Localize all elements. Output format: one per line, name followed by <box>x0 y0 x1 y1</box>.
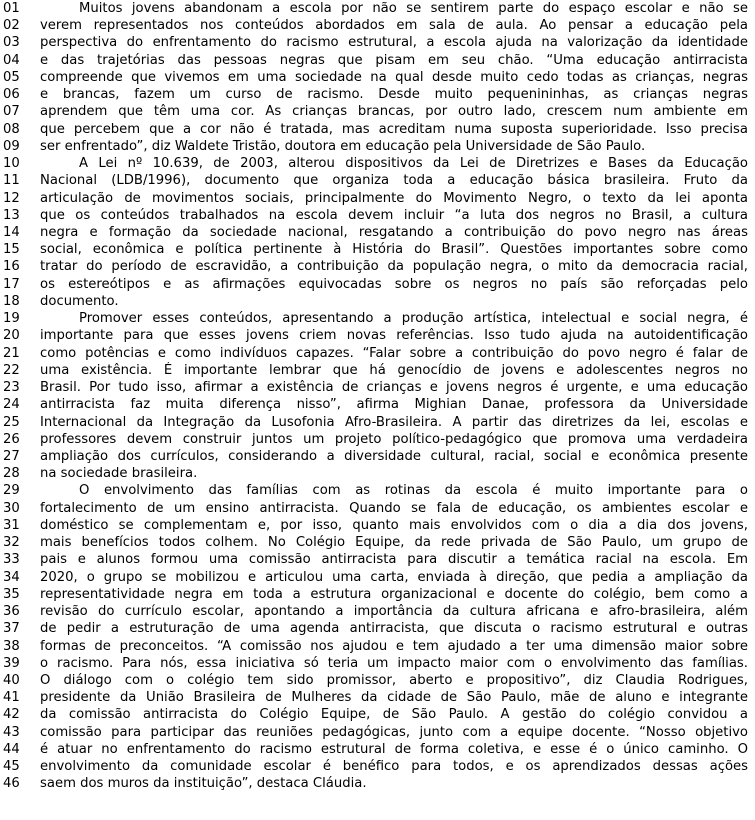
text-line <box>0 327 755 344</box>
line-text: O diálogo com o colégio tem sido promissor, aberto e propositivo”, diz Claudia Rodrigues, <box>40 672 748 688</box>
line-number: 26 <box>3 431 20 447</box>
line-text: na sociedade brasileira. <box>40 466 198 482</box>
line-text: revisão do currículo escolar, apontando a importância da cultura africana e afro-brasileira, além <box>40 604 748 620</box>
line-number: 35 <box>3 586 20 602</box>
line-text: articulação de movimentos sociais, principalmente do Movimento Negro, o texto da lei aponta <box>40 190 748 206</box>
line-text: perspectiva do enfrentamento do racismo estrutural, a escola ajuda na valorização da identidade <box>40 35 748 51</box>
line-number: 13 <box>3 207 20 223</box>
line-number: 24 <box>3 397 20 413</box>
line-number: 18 <box>3 293 20 309</box>
line-number: 28 <box>3 466 20 482</box>
line-text: doméstico se complementam e, por isso, quanto mais envolvidos com o dia a dia dos jovens, <box>40 517 748 533</box>
line-text: de pedir a estruturação de uma agenda antirracista, que discuta o racismo estrutural e outras <box>40 621 748 637</box>
line-text: tratar do período de escravidão, a contribuição da população negra, o mito da democracia racial, <box>40 259 748 275</box>
text-line <box>0 258 755 275</box>
line-number: 36 <box>3 604 20 620</box>
text-line <box>0 706 755 723</box>
text-line <box>0 775 755 792</box>
line-number: 21 <box>3 345 20 361</box>
text-line <box>0 276 755 293</box>
text-line <box>0 534 755 551</box>
text-line <box>0 86 755 103</box>
line-number: 08 <box>3 121 20 137</box>
line-text: presidente da União Brasileira de Mulheres da cidade de São Paulo, mãe de aluno e integrante <box>40 690 748 706</box>
text-line <box>0 414 755 431</box>
line-number: 31 <box>3 517 20 533</box>
line-text: como potências e como indivíduos capazes. “Falar sobre a contribuição do povo negro é falar de <box>40 345 748 361</box>
text-line <box>0 155 755 172</box>
line-text: comissão para participar das reuniões pedagógicas, junto com a equipe docente. “Nosso objetivo <box>40 724 748 740</box>
line-number: 25 <box>3 414 20 430</box>
text-line <box>0 482 755 499</box>
line-number: 30 <box>3 500 20 516</box>
line-text: representatividade negra em toda a estrutura organizacional e docente do colégio, bem como a <box>40 586 748 602</box>
text-line <box>0 293 755 310</box>
text-line <box>0 655 755 672</box>
line-text: Nacional (LDB/1996), documento que organiza toda a educação básica brasileira. Fruto da <box>40 173 748 189</box>
text-line <box>0 551 755 568</box>
line-text: verem representados nos conteúdos abordados em sala de aula. Ao pensar a educação pela <box>40 18 748 34</box>
line-number: 40 <box>3 672 20 688</box>
line-text: mais benefícios todos colhem. No Colégio Equipe, da rede privada de São Paulo, um grupo de <box>40 535 748 551</box>
line-text: Internacional da Integração da Lusofonia Afro-Brasileira. A partir das diretrizes da lei, escolas e <box>40 414 748 430</box>
line-text: O envolvimento das famílias com as rotinas da escola é muito importante para o <box>79 483 748 499</box>
line-text: saem dos muros da instituição”, destaca Cláudia. <box>40 776 367 792</box>
line-text: Brasil. Por tudo isso, afirmar a existência de crianças e jovens negros é urgente, e uma educação <box>40 380 748 396</box>
text-line <box>0 138 755 155</box>
text-line <box>0 689 755 706</box>
line-text: Muitos jovens abandonam a escola por não se sentirem parte do espaço escolar e não se <box>79 1 748 16</box>
line-number: 34 <box>3 569 20 585</box>
line-number: 07 <box>3 104 20 120</box>
text-line <box>0 465 755 482</box>
line-number: 02 <box>3 18 20 34</box>
line-text: aprendem que têm uma cor. As crianças brancas, por outro lado, crescem num ambiente em <box>40 104 748 120</box>
line-text: negra e formação da sociedade nacional, resgatando a contribuição do povo negro nas áreas <box>40 224 748 240</box>
line-number: 14 <box>3 224 20 240</box>
text-line <box>0 569 755 586</box>
text-line <box>0 741 755 758</box>
line-number: 20 <box>3 328 20 344</box>
line-text: importante para que esses jovens criem novas referências. Isso tudo ajuda na autoidentificação <box>40 328 748 344</box>
text-line <box>0 603 755 620</box>
text-line <box>0 448 755 465</box>
line-text: documento. <box>40 293 119 309</box>
line-text: A Lei nº 10.639, de 2003, alterou dispositivos da Lei de Diretrizes e Bases da Educação <box>79 156 748 172</box>
line-text: e brancas, fazem um curso de racismo. Desde muito pequenininhas, as crianças negras <box>40 87 748 103</box>
line-text: envolvimento da comunidade escolar é benéfico para todos, e os aprendizados dessas ações <box>40 759 748 775</box>
line-number: 38 <box>3 638 20 654</box>
line-number: 22 <box>3 362 20 378</box>
line-number: 32 <box>3 535 20 551</box>
line-number: 19 <box>3 311 20 327</box>
line-text: compreende que vivemos em uma sociedade na qual desde muito cedo todas as crianças, negras <box>40 69 748 85</box>
line-number: 11 <box>3 173 20 189</box>
line-text: da comissão antirracista do Colégio Equipe, de São Paulo. A gestão do colégio convidou a <box>40 707 748 723</box>
line-number: 15 <box>3 242 20 258</box>
text-line <box>0 431 755 448</box>
line-number: 43 <box>3 724 20 740</box>
line-number: 06 <box>3 87 20 103</box>
text-line <box>0 241 755 258</box>
line-number: 04 <box>3 52 20 68</box>
line-text: antirracista faz muita diferença nisso”, afirma Mighian Danae, professora da Universidade <box>40 397 748 413</box>
text-line <box>0 34 755 51</box>
text-line <box>0 310 755 327</box>
line-text: Promover esses conteúdos, apresentando a produção artística, intelectual e social negra, é <box>79 311 748 327</box>
text-line <box>0 52 755 69</box>
line-number: 27 <box>3 448 20 464</box>
line-number: 12 <box>3 190 20 206</box>
line-text: fortalecimento de um ensino antirracista. Quando se fala de educação, os ambientes escolar e <box>40 500 748 516</box>
line-text: o racismo. Para nós, essa iniciativa só teria um impacto maior com o envolvimento das famílias. <box>40 655 748 671</box>
line-text: que percebem que a cor não é tratada, mas acreditam numa suposta superioridade. Isso precisa <box>40 121 748 137</box>
line-text: 2020, o grupo se mobilizou e articulou uma carta, enviada à direção, que pedia a ampliação da <box>40 569 748 585</box>
text-line <box>0 17 755 34</box>
line-number: 41 <box>3 690 20 706</box>
line-number: 03 <box>3 35 20 51</box>
line-number: 09 <box>3 138 20 154</box>
line-number: 17 <box>3 276 20 292</box>
line-number: 01 <box>3 1 20 16</box>
line-text: os estereótipos e as afirmações equivocadas sobre os negros no país são reforçadas pelo <box>40 276 748 292</box>
text-line <box>0 121 755 138</box>
line-text: uma existência. É importante lembrar que há genocídio de jovens e adolescentes negros no <box>40 362 748 378</box>
line-text: social, econômica e política pertinente à História do Brasil”. Questões importantes sobre como <box>40 242 748 258</box>
text-line <box>0 586 755 603</box>
text-line <box>0 172 755 189</box>
text-line <box>0 0 755 17</box>
line-number: 44 <box>3 741 20 757</box>
line-text: pais e alunos formou uma comissão antirracista para discutir a temática racial na escola. Em <box>40 552 748 568</box>
text-line <box>0 758 755 775</box>
line-text: professores devem construir juntos um projeto político-pedagógico que promova uma verdadeira <box>40 431 748 447</box>
text-line <box>0 362 755 379</box>
text-line <box>0 638 755 655</box>
line-number: 33 <box>3 552 20 568</box>
line-text: ser enfrentado”, diz Waldete Tristão, doutora em educação pela Universidade de São Paulo. <box>40 138 646 154</box>
line-text: ampliação dos currículos, considerando a diversidade cultural, racial, social e econômica presente <box>40 448 748 464</box>
text-line <box>0 517 755 534</box>
line-text: e das trajetórias das pessoas negras que pisam em seu chão. “Uma educação antirracista <box>40 52 748 68</box>
text-line <box>0 724 755 741</box>
text-line <box>0 103 755 120</box>
line-number: 05 <box>3 69 20 85</box>
line-number: 29 <box>3 483 20 499</box>
text-line <box>0 207 755 224</box>
line-number: 37 <box>3 621 20 637</box>
line-text: formas de preconceitos. “A comissão nos ajudou e tem ajudado a ter uma dimensão maior sobre <box>40 638 748 654</box>
line-number: 46 <box>3 776 20 792</box>
text-line <box>0 620 755 637</box>
text-line <box>0 672 755 689</box>
line-text: que os conteúdos trabalhados na escola devem incluir “a luta dos negros no Brasil, a cultura <box>40 207 748 223</box>
line-number: 45 <box>3 759 20 775</box>
text-line <box>0 379 755 396</box>
line-text: é atuar no enfrentamento do racismo estrutural de forma coletiva, e esse é o único caminho. O <box>40 741 748 757</box>
text-line <box>0 224 755 241</box>
text-line <box>0 345 755 362</box>
line-number: 42 <box>3 707 20 723</box>
line-number: 39 <box>3 655 20 671</box>
line-number: 23 <box>3 380 20 396</box>
text-line <box>0 500 755 517</box>
text-line <box>0 396 755 413</box>
line-number: 10 <box>3 156 20 172</box>
text-line <box>0 69 755 86</box>
text-line <box>0 190 755 207</box>
line-number: 16 <box>3 259 20 275</box>
